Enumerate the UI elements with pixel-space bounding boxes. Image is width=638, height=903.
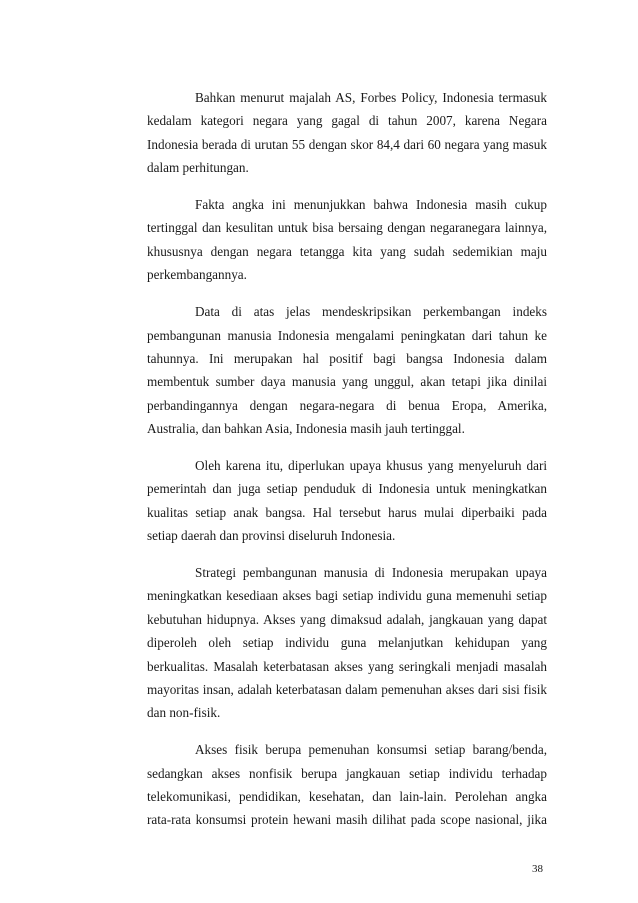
paragraph-line: pembangunan manusia Indonesia mengalami peningkatan dari tahun ke — [147, 327, 547, 343]
paragraph-line: tertinggal dan kesulitan untuk bisa bersaing dengan negaranegara lainnya, — [147, 220, 547, 236]
paragraph-line: telekomunikasi, pendidikan, kesehatan, dan lain-lain. Perolehan angka — [147, 789, 547, 805]
paragraph-line: Oleh karena itu, diperlukan upaya khusus yang menyeluruh dari — [195, 457, 547, 473]
body-text — [147, 86, 547, 845]
paragraph-line: sedangkan akses nonfisik berupa jangkauan setiap individu terhadap — [147, 765, 547, 781]
paragraph-line: dalam perhitungan. — [147, 160, 249, 176]
paragraph-line: kedalam kategori negara yang gagal di tahun 2007, karena Negara — [147, 113, 547, 129]
paragraph — [147, 454, 547, 548]
paragraph-line: kualitas setiap anak bangsa. Hal tersebut harus mulai diperbaiki pada — [147, 504, 547, 520]
paragraph-line: dan non-fisik. — [147, 705, 221, 721]
paragraph-line: meningkatkan kesediaan akses bagi setiap individu guna memenuhi setiap — [147, 588, 547, 604]
paragraph-line: khususnya dengan negara tetangga kita yang sudah sedemikian maju — [147, 243, 547, 259]
paragraph-line: kebutuhan hidupnya. Akses yang dimaksud adalah, jangkauan yang dapat — [147, 611, 547, 627]
paragraph-line: Strategi pembangunan manusia di Indonesia merupakan upaya — [195, 565, 547, 581]
paragraph-line: berkualitas. Masalah keterbatasan akses yang seringkali menjadi masalah — [147, 658, 547, 674]
paragraph-line: Australia, dan bahkan Asia, Indonesia masih jauh tertinggal. — [147, 421, 465, 437]
paragraph — [147, 300, 547, 440]
paragraph-line: Data di atas jelas mendeskripsikan perkembangan indeks — [195, 304, 547, 320]
paragraph-line: setiap daerah dan provinsi diseluruh Indonesia. — [147, 528, 396, 544]
paragraph-line: perkembangannya. — [147, 267, 247, 283]
paragraph-line: Akses fisik berupa pemenuhan konsumsi setiap barang/benda, — [195, 742, 547, 758]
paragraph — [147, 86, 547, 180]
paragraph — [147, 738, 547, 832]
paragraph — [147, 193, 547, 287]
paragraph-line: tahunnya. Ini merupakan hal positif bagi bangsa Indonesia dalam — [147, 350, 547, 366]
paragraph-line: mayoritas insan, adalah keterbatasan dalam pemenuhan akses dari sisi fisik — [147, 681, 547, 697]
paragraph-line: Bahkan menurut majalah AS, Forbes Policy, Indonesia termasuk — [195, 90, 547, 105]
paragraph-line: Fakta angka ini menunjukkan bahwa Indonesia masih cukup — [195, 197, 547, 213]
paragraph-line: pemerintah dan juga setiap penduduk di Indonesia untuk meningkatkan — [147, 481, 547, 497]
paragraph-line: Indonesia berada di urutan 55 dengan skor 84,4 dari 60 negara yang masuk — [147, 136, 547, 152]
paragraph-line: diperoleh oleh setiap individu guna melanjutkan kehidupan yang — [147, 635, 547, 651]
paragraph-line: perbandingannya dengan negara-negara di benua Eropa, Amerika, — [147, 397, 547, 413]
paragraph-line: rata-rata konsumsi protein hewani masih dilihat pada scope nasional, jika — [147, 812, 547, 828]
page-number: 38 — [532, 863, 543, 875]
paragraph — [147, 561, 547, 725]
paragraph-line: membentuk sumber daya manusia yang unggul, akan tetapi jika dinilai — [147, 374, 547, 390]
